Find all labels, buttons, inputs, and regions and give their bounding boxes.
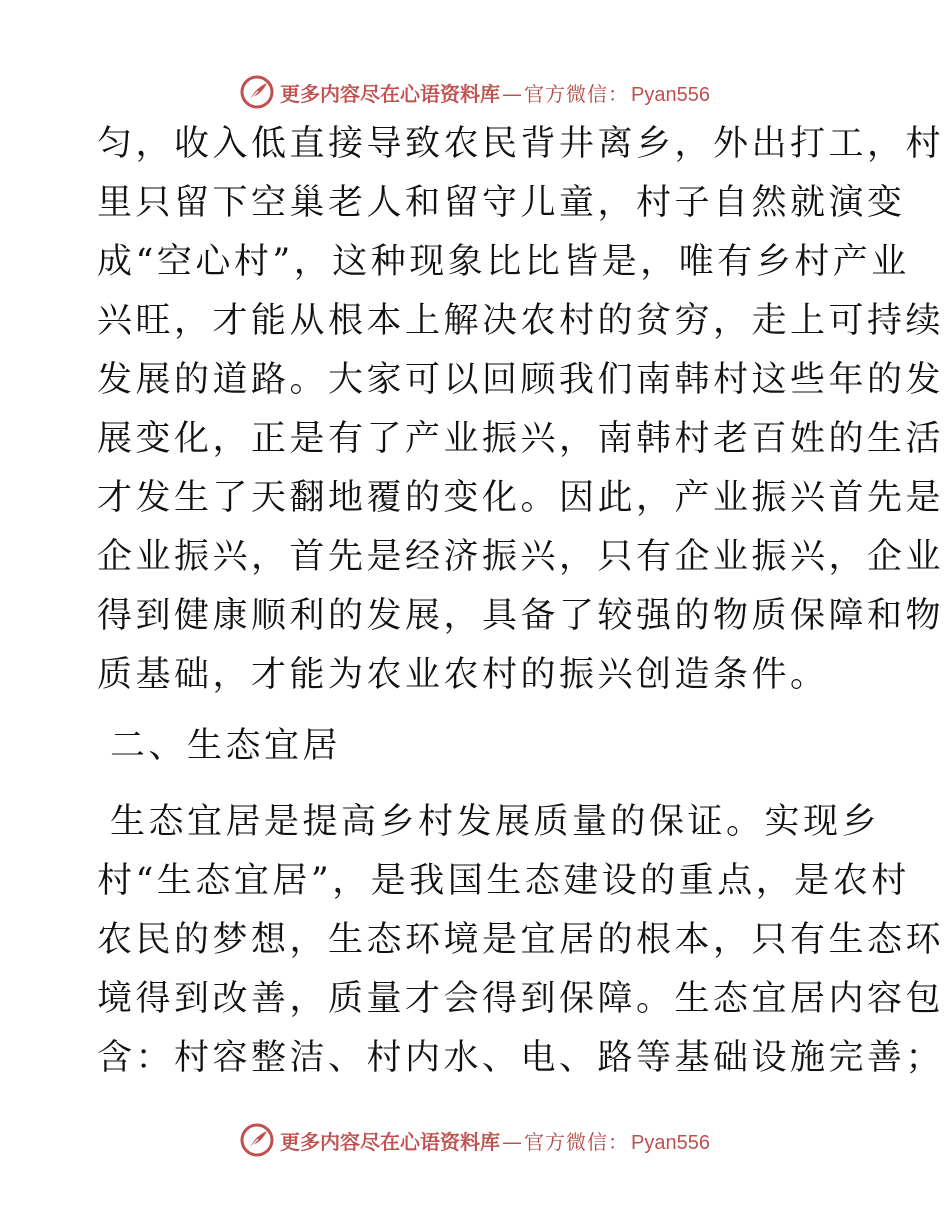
header-official-text: 官方微信： [524, 81, 630, 106]
header-banner [0, 72, 950, 112]
footer-banner [0, 1120, 950, 1160]
footer-wechat-id: Pyan556 [631, 1131, 710, 1154]
footer-dash: — [502, 1129, 523, 1154]
feather-logo-icon [240, 75, 274, 109]
text-line: 发展的道路。大家可以回顾我们南韩村这些年的发 [97, 360, 945, 400]
header-wechat-id: Pyan556 [631, 83, 710, 106]
text-line: 匀，收入低直接导致农民背井离乡，外出打工，村 [97, 124, 945, 164]
text-line: 质基础，才能为农业农村的振兴创造条件。 [97, 655, 829, 695]
header-library-text: 更多内容尽在心语资料库 [280, 81, 501, 106]
text-line: 兴旺，才能从根本上解决农村的贫穷，走上可持续 [97, 301, 945, 341]
text-line: 成“空心村”，这种现象比比皆是，唯有乡村产业 [97, 242, 910, 282]
text-line: 村“生态宜居”，是我国生态建设的重点，是农村 [97, 861, 910, 901]
feather-logo-icon [240, 1123, 274, 1157]
text-line: 境得到改善，质量才会得到保障。生态宜居内容包 [97, 979, 945, 1019]
text-line: 含：村容整洁、村内水、电、路等基础设施完善； [97, 1038, 945, 1078]
header-dash: — [502, 81, 523, 106]
section-heading: 二、生态宜居 [110, 726, 342, 766]
text-line: 企业振兴，首先是经济振兴，只有企业振兴，企业 [97, 537, 945, 577]
text-line: 才发生了天翻地覆的变化。因此，产业振兴首先是 [97, 478, 945, 518]
text-line: 展变化，正是有了产业振兴，南韩村老百姓的生活 [97, 419, 945, 459]
text-line: 得到健康顺利的发展，具备了较强的物质保障和物 [97, 596, 945, 636]
text-line: 农民的梦想，生态环境是宜居的根本，只有生态环 [97, 920, 945, 960]
footer-library-text: 更多内容尽在心语资料库 [280, 1129, 501, 1154]
text-line: 里只留下空巢老人和留守儿童，村子自然就演变 [97, 183, 906, 223]
footer-official-text: 官方微信： [524, 1129, 630, 1154]
text-line: 生态宜居是提高乡村发展质量的保证。实现乡 [110, 802, 881, 842]
